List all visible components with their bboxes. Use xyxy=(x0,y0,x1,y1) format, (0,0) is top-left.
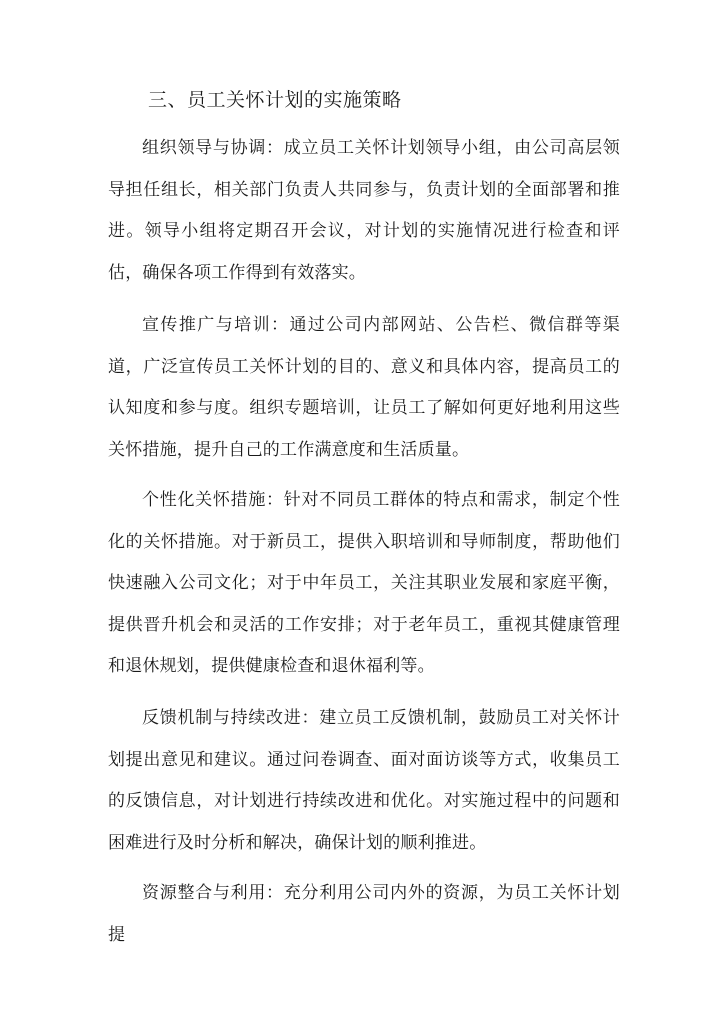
paragraph-feedback: 反馈机制与持续改进：建立员工反馈机制，鼓励员工对关怀计划提出意见和建议。通过问卷调查、面对面访谈等方式，收集员工的反馈信息，对计划进行持续改进和优化。对实施过程中的问题和困难进行及时分析和解决，确保计划的顺利推进。 xyxy=(108,708,620,853)
paragraph-promotion: 宣传推广与培训：通过公司内部网站、公告栏、微信群等渠道，广泛宣传员工关怀计划的目的、意义和具体内容，提高员工的认知度和参与度。组织专题培训，让员工了解如何更好地利用这些关怀措施，提升自己的工作满意度和生活质量。 xyxy=(108,315,620,460)
section-heading: 三、员工关怀计划的实施策略 xyxy=(148,89,402,111)
paragraph-organization: 组织领导与协调：成立员工关怀计划领导小组，由公司高层领导担任组长，相关部门负责人共同参与，负责计划的全面部署和推进。领导小组将定期召开会议，对计划的实施情况进行检查和评估，确保各项工作得到有效落实。 xyxy=(108,138,620,283)
paragraph-resources: 资源整合与利用：充分利用公司内外的资源，为员工关怀计划提 xyxy=(108,883,620,945)
paragraph-personalized-care: 个性化关怀措施：针对不同员工群体的特点和需求，制定个性化的关怀措施。对于新员工，提供入职培训和导师制度，帮助他们快速融入公司文化；对于中年员工，关注其职业发展和家庭平衡，提供晋升机会和灵活的工作安排；对于老年员工，重视其健康管理和退休规划，提供健康检查和退休福利等。 xyxy=(108,490,620,676)
